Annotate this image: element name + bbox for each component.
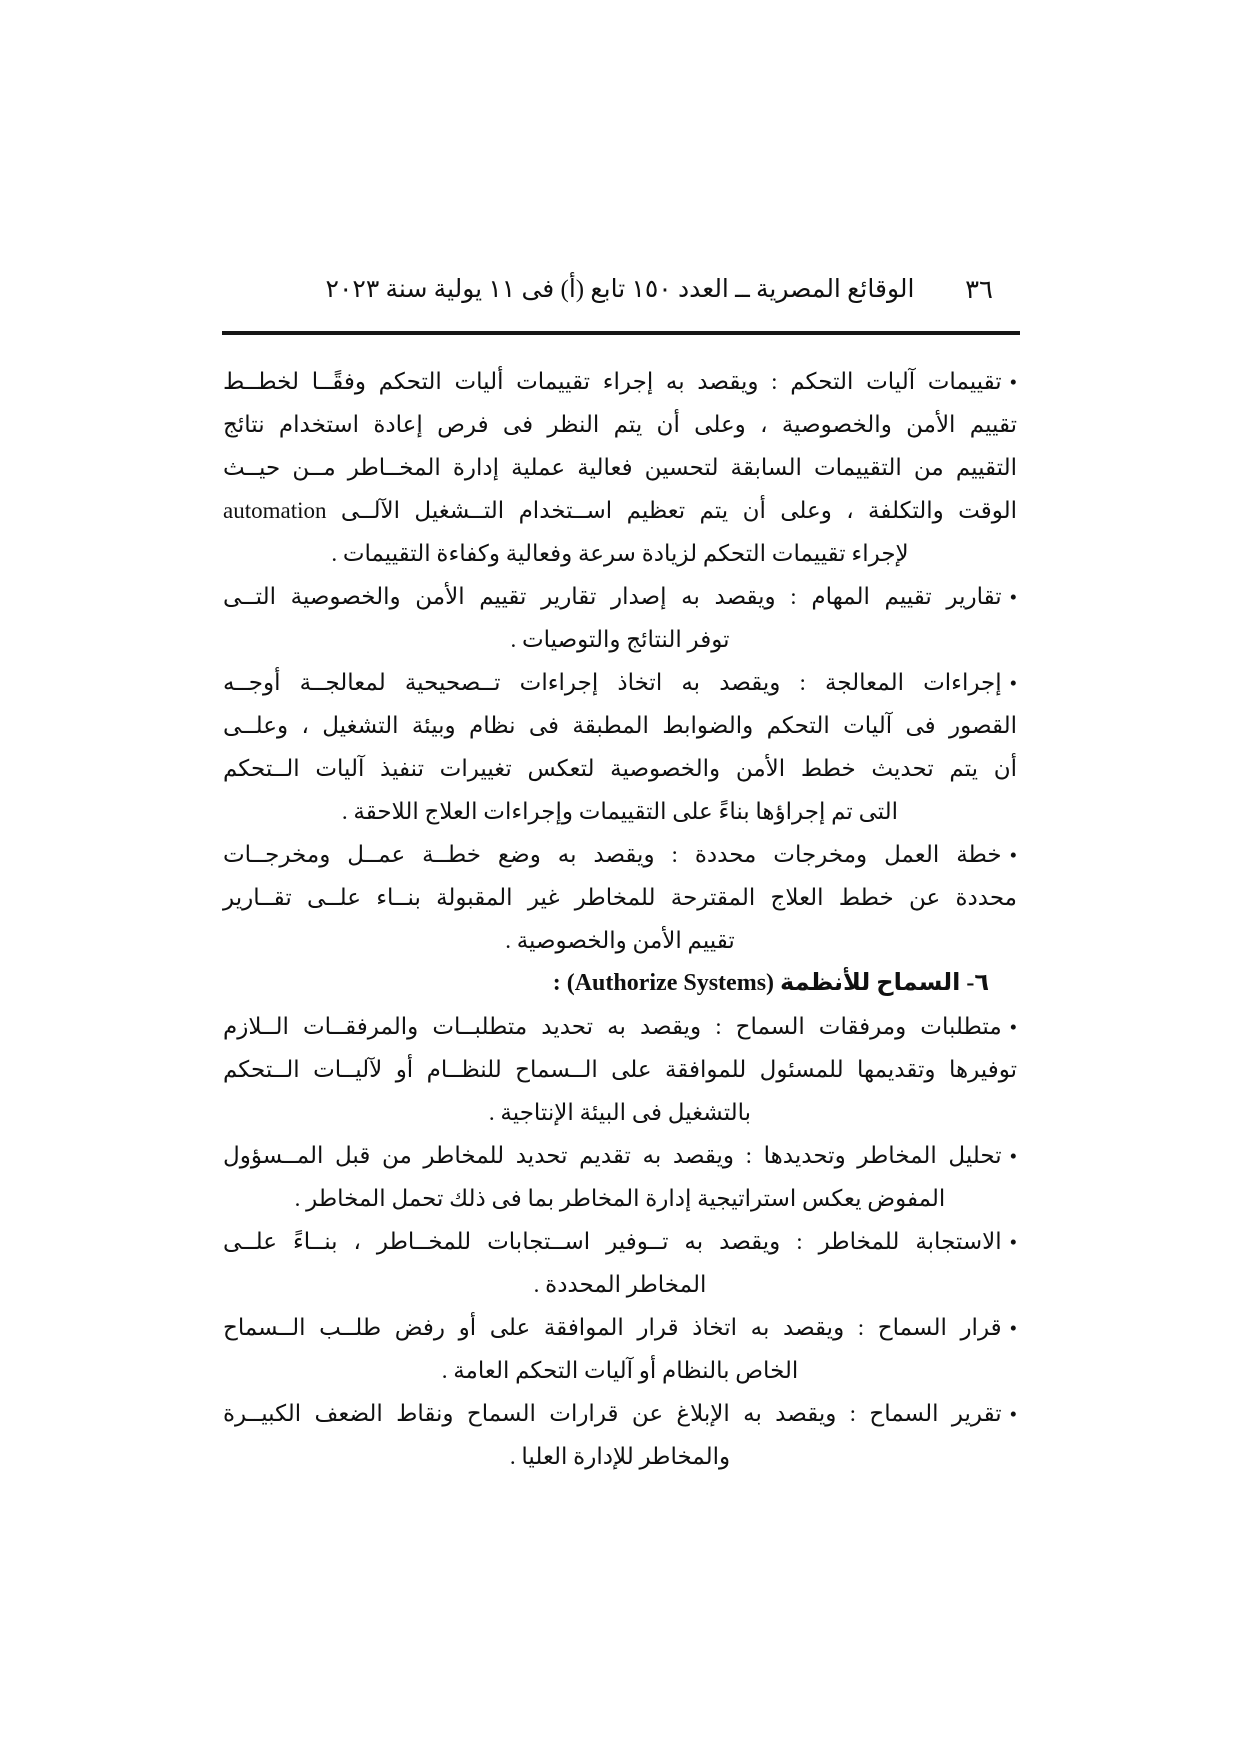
line-text: توفر النتائج والتوصيات . <box>510 627 730 652</box>
header-rule <box>222 331 1020 335</box>
bullet-icon: • <box>1009 1015 1017 1039</box>
line-text: قرار السماح : ويقصد به اتخاذ قرار الموافقة على أو رفض طلــب الــسماح <box>223 1315 1002 1340</box>
bullet-line <box>223 618 1017 661</box>
bullet-line-first <box>223 1005 1017 1048</box>
line-text: متطلبات ومرفقات السماح : ويقصد به تحديد متطلبــات والمرفقــات الــلازم <box>223 1014 1002 1039</box>
header-title: الوقائع المصرية ــ العدد ١٥٠ تابع (أ) فى ١١ يولية سنة ٢٠٢٣ <box>325 276 915 303</box>
bullet-line <box>223 747 1017 790</box>
bullet-icon: • <box>1009 1144 1017 1168</box>
bullet-icon: • <box>1009 843 1017 867</box>
line-text: بالتشغيل فى البيئة الإنتاجية . <box>488 1100 752 1125</box>
line-text: المفوض يعكس استراتيجية إدارة المخاطر بما فى ذلك تحمل المخاطر . <box>294 1186 946 1211</box>
bullet-line <box>223 532 1017 575</box>
line-text: تقارير تقييم المهام : ويقصد به إصدار تقارير تقييم الأمن والخصوصية التــى <box>223 584 1002 609</box>
line-text: أن يتم تحديث خطط الأمن والخصوصية لتعكس تغييرات تنفيذ آليات الــتحكم <box>223 756 1017 781</box>
bullet-line-first <box>223 661 1017 704</box>
bullet-icon: • <box>1009 1316 1017 1340</box>
line-text: توفيرها وتقديمها للمسئول للموافقة على الــسماح للنظــام أو لآليــات الــتحكم <box>223 1057 1017 1082</box>
bullet-line <box>223 919 1017 962</box>
line-text: التى تم إجراؤها بناءً على التقييمات وإجراءات العلاج اللاحقة . <box>341 799 899 824</box>
bullet-line-first <box>223 1134 1017 1177</box>
line-text: الاستجابة للمخاطر : ويقصد به تــوفير اســتجابات للمخــاطر ، بنــاءً علــى <box>223 1229 1002 1254</box>
bullet-line <box>223 1435 1017 1478</box>
line-text: الوقت والتكلفة ، وعلى أن يتم تعظيم اســتخدام التــشغيل الآلــى automation <box>223 498 1017 523</box>
bullet-line <box>223 489 1017 532</box>
line-text: تقييم الأمن والخصوصية ، وعلى أن يتم النظر فى فرص إعادة استخدام نتائج <box>223 412 1017 437</box>
bullet-icon: • <box>1009 671 1017 695</box>
line-text: المخاطر المحددة . <box>533 1272 707 1297</box>
bullet-line-first <box>223 575 1017 618</box>
page-number: ٣٦ <box>965 275 993 304</box>
line-text: محددة عن خطط العلاج المقترحة للمخاطر غير المقبولة بنــاء علــى تقــارير <box>223 885 1017 910</box>
page-header <box>0 268 1240 312</box>
section-heading: ٦- السماح للأنظمة (Authorize Systems) : <box>552 970 989 996</box>
bullet-line <box>223 1177 1017 1220</box>
bullet-line-first <box>223 1392 1017 1435</box>
bullet-icon: • <box>1009 585 1017 609</box>
line-text: تحليل المخاطر وتحديدها : ويقصد به تقديم تحديد للمخاطر من قبل المــسؤول <box>223 1143 1002 1168</box>
bullet-line <box>223 704 1017 747</box>
line-text: إجراءات المعالجة : ويقصد به اتخاذ إجراءات تــصحيحية لمعالجــة أوجــه <box>223 670 1002 695</box>
line-text: التقييم من التقييمات السابقة لتحسين فعالية عملية إدارة المخــاطر مــن حيــث <box>223 455 1017 480</box>
line-text: والمخاطر للإدارة العليا . <box>509 1444 731 1469</box>
bullet-line-first <box>223 1220 1017 1263</box>
bullet-line <box>223 1263 1017 1306</box>
bullet-line-first <box>223 1306 1017 1349</box>
bullet-line-first <box>223 833 1017 876</box>
bullet-icon: • <box>1009 370 1017 394</box>
bullet-icon: • <box>1009 1402 1017 1426</box>
body-content <box>223 360 1017 1478</box>
bullet-icon: • <box>1009 1230 1017 1254</box>
line-text: القصور فى آليات التحكم والضوابط المطبقة فى نظام وبيئة التشغيل ، وعلــى <box>223 713 1017 738</box>
line-text: الخاص بالنظام أو آليات التحكم العامة . <box>441 1358 799 1383</box>
bullet-line <box>223 1048 1017 1091</box>
bullet-line <box>223 876 1017 919</box>
line-text: لإجراء تقييمات التحكم لزيادة سرعة وفعالية وكفاءة التقييمات . <box>331 541 909 566</box>
bullet-line <box>223 446 1017 489</box>
line-text: تقييم الأمن والخصوصية . <box>505 928 735 953</box>
bullet-line-first <box>223 360 1017 403</box>
bullet-line <box>223 790 1017 833</box>
line-text: خطة العمل ومخرجات محددة : ويقصد به وضع خطــة عمــل ومخرجــات <box>223 842 1002 867</box>
bullet-line <box>223 1091 1017 1134</box>
line-text: تقييمات آليات التحكم : ويقصد به إجراء تقييمات أليات التحكم وفقًــا لخطــط <box>223 369 1002 394</box>
bullet-line <box>223 403 1017 446</box>
line-text: تقرير السماح : ويقصد به الإبلاغ عن قرارات السماح ونقاط الضعف الكبيــرة <box>223 1401 1002 1426</box>
bullet-line <box>223 1349 1017 1392</box>
